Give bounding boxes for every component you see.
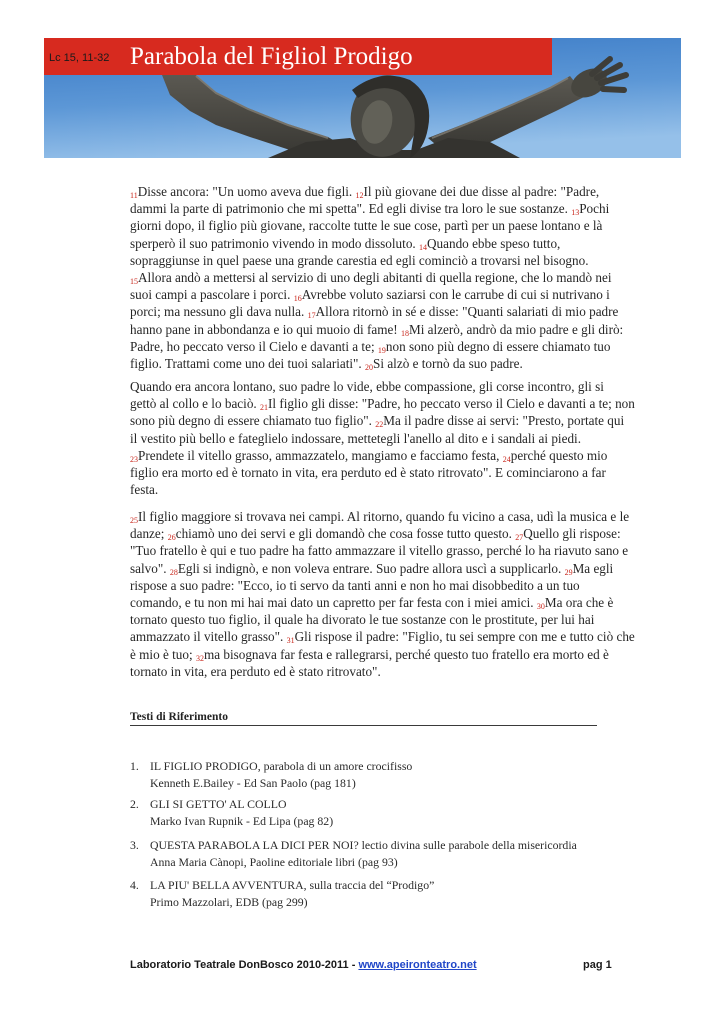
reference-item (130, 758, 650, 792)
reference-item (130, 877, 650, 911)
verse-number: 25 (130, 516, 138, 525)
verse-text: Si alzò e tornò da suo padre. (373, 356, 523, 372)
verse-number: 32 (195, 653, 204, 663)
reference-title: IL FIGLIO PRODIGO, parabola di un amore crocifisso (150, 759, 413, 773)
verse-text: Egli si indignò, e non voleva entrare. Suo padre allora uscì a supplicarlo. (177, 560, 565, 576)
verse-number: 31 (286, 636, 295, 646)
reference-number: 2. (130, 797, 139, 811)
verse-number: 28 (169, 567, 178, 577)
verse-number: 29 (564, 567, 573, 577)
verse-text: Mi alzerò, andrò da mio padre e gli dirò: Padre, ho peccato verso il Cielo e davanti a te; (130, 321, 624, 354)
verse-number: 12 (355, 191, 364, 200)
gospel-reference: Lc 15, 11-32 (49, 52, 110, 64)
references-heading: Testi di Riferimento (130, 711, 597, 726)
reference-body (150, 758, 412, 792)
reference-number: 1. (130, 759, 139, 773)
passage-paragraph (130, 183, 700, 372)
title-bar (44, 38, 552, 75)
reference-author: Primo Mazzolari, EDB (pag 299) (150, 895, 308, 909)
reference-author: Marko Ivan Rupnik - Ed Lipa (pag 82) (150, 814, 334, 828)
verse-number: 27 (515, 533, 524, 543)
verse-text: Il figlio gli disse: "Padre, ho peccato verso il Cielo e davanti a te; non sono più degno di essere chiamato tuo figlio". (130, 396, 635, 429)
verse-text: Ma ora che è tornato questo tuo figlio, il quale ha divorato le tue sostanze con le prostitute, per lui hai ammazzato il vitello grasso". (130, 595, 614, 645)
verse-text: ma bisognava far festa e rallegrarsi, perché questo tuo fratello era morto ed è tornato in vita, era perduto ed è stato ritrovato". (130, 646, 609, 679)
reference-number: 4. (130, 878, 139, 892)
reference-item (130, 837, 650, 871)
verse-number: 16 (293, 294, 302, 304)
verse-number: 15 (130, 277, 138, 287)
verse-number: 18 (401, 328, 409, 338)
reference-title: LA PIU' BELLA AVVENTURA, sulla traccia del “Prodigo” (150, 878, 435, 892)
passage-paragraph (130, 508, 700, 680)
reference-title: QUESTA PARABOLA LA DICI PER NOI? lectio divina sulle parabole della misericordia (150, 838, 577, 852)
page-title: Parabola del Figliol Prodigo (130, 43, 413, 70)
reference-title: GLI SI GETTO' AL COLLO (150, 797, 287, 811)
verse-text: perché questo mio figlio era morto ed è tornato in vita, era perduto ed è stato ritrovato". E cominciarono a far festa. (130, 447, 608, 498)
verse-text: Avrebbe voluto saziarsi con le carrube di cui si nutrivano i porci; ma nessuno gli dava nulla. (130, 287, 610, 320)
verse-number: 30 (536, 602, 545, 612)
verse-text: Quello gli rispose: "Tuo fratello è qui e tuo padre ha fatto ammazzare il vitello grasso, perché lo ha riavuto sano e salvo". (130, 526, 629, 576)
verse-text: Il più giovane dei due disse al padre: "Padre, dammi la parte di patrimonio che mi spetta". Ed egli divise tra loro le sue sostanze. (130, 184, 600, 217)
verse-number: 26 (167, 533, 176, 543)
verse-text: Pochi giorni dopo, il figlio più giovane, raccolte tutte le sue cose, partì per un paese lontano e là sperperò il suo patrimonio vivendo in modo dissoluto. (130, 201, 610, 251)
page-number: pag 1 (583, 959, 612, 971)
verse-text: Quando era ancora lontano, suo padre lo vide, ebbe compassione, gli corse incontro, gli si gettò al collo e lo baciò. (130, 379, 604, 412)
passage-paragraph (130, 378, 700, 498)
verse-text: non sono più degno di essere chiamato tuo figlio. Trattami come uno dei tuoi salariati". (130, 338, 611, 372)
verse-number: 11 (130, 191, 138, 200)
verse-text: chiamò uno dei servi e gli domandò che cosa fosse tutto questo. (175, 526, 516, 542)
verse-number: 19 (377, 345, 386, 355)
reference-author: Anna Maria Cànopi, Paoline editoriale libri (pag 93) (150, 855, 398, 869)
verse-number: 14 (419, 242, 428, 252)
verse-text: Gli rispose il padre: "Figlio, tu sei sempre con me e tutto ciò che è mio è tuo; (130, 629, 635, 662)
verse-text: Ma egli rispose a suo padre: "Ecco, io ti servo da tanti anni e non ho mai disobbedito a un tuo comando, e tu non mi hai mai dato un capretto per far festa con i miei amici. (130, 560, 614, 611)
reference-body (150, 877, 434, 911)
verse-number: 22 (375, 420, 384, 430)
reference-body (150, 796, 333, 830)
verse-number: 24 (502, 454, 511, 464)
verse-text: Ma il padre disse ai servi: "Presto, portate qui il vestito più bello e fateglielo indossare, mettetegli l'anello al dito e i sandali ai piedi. (130, 413, 625, 446)
reference-author: Kenneth E.Bailey - Ed San Paolo (pag 181) (150, 776, 356, 790)
verse-text: Allora andò a mettersi al servizio di uno degli abitanti di quella regione, che lo mandò nei suoi campi a pascolare i porci. (130, 270, 612, 303)
verse-number: 21 (260, 403, 269, 413)
reference-number: 3. (130, 838, 139, 852)
verse-number: 13 (571, 208, 580, 218)
verse-number: 20 (365, 363, 374, 373)
verse-number: 17 (307, 311, 316, 321)
footer (130, 958, 477, 972)
verse-text: Disse ancora: "Un uomo aveva due figli. (137, 184, 356, 199)
verse-number: 23 (130, 454, 138, 464)
verse-text: Prendete il vitello grasso, ammazzatelo, mangiamo e facciamo festa, (138, 447, 503, 463)
verse-text: Il figlio maggiore si trovava nei campi. Al ritorno, quando fu vicino a casa, udì la musica e le danze; (130, 509, 630, 542)
footer-label: Laboratorio Teatrale DonBosco 2010-2011 - (130, 959, 356, 971)
reference-item (130, 796, 650, 830)
reference-body (150, 837, 577, 871)
website-link[interactable]: www.apeironteatro.net (358, 959, 477, 971)
verse-text: Allora ritornò in sé e disse: "Quanti salariati di mio padre hanno pane in abbondanza e io qui muoio di fame! (130, 304, 619, 337)
verse-text: Quando ebbe speso tutto, sopraggiunse in quel paese una grande carestia ed egli cominciò a trovarsi nel bisogno. (130, 235, 589, 268)
